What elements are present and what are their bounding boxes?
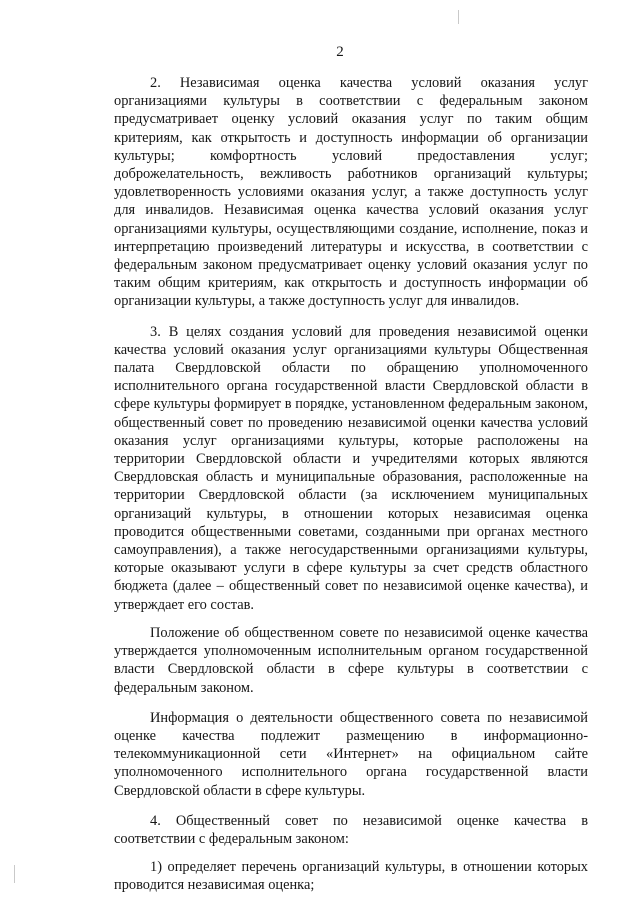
page-number: 2 [336, 44, 344, 60]
paragraph-council-regulation: Положение об общественном совете по независимой оценке качества утверждается уполномоченным исполнительным органом государственной власти Свердловской области в сфере культуры в соответствии с федеральным законом. [114, 624, 588, 696]
paragraph-item-2: 2. Независимая оценка качества условий оказания услуг организациями культуры в соответствии с федеральным законом предусматривает оценку условий оказания услуг по таким общим критериям, как открытость и доступность информации об организации культуры; комфортность условий предоставления услуг; доброжелательность, вежливость работников организаций культуры; удовлетворенность условиями оказания услуг, а также доступность услуг для инвалидов. Независимая оценка качества условий оказания услуг организациями культуры, осуществляющими создание, исполнение, показ и интерпретацию произведений литературы и искусства, в соответствии с федеральным законом предусматривает оценку условий оказания услуг по таким общим критериям, как открытость и доступность информации об организации культуры, а также доступность услуг для инвалидов. [114, 75, 588, 310]
scan-edge-mark [458, 10, 459, 24]
document-body [114, 74, 588, 895]
paragraph-subitem-1: 1) определяет перечень организаций культуры, в отношении которых проводится независимая оценка; [114, 859, 588, 894]
paragraph-item-3: 3. В целях создания условий для проведения независимой оценки качества условий оказания услуг организациями культуры Общественная палата Свердловской области по обращению уполномоченного исполнительного органа государственной власти Свердловской области в сфере культуры формирует в порядке, установленном федеральным законом, общественный совет по проведению независимой оценки качества условий оказания услуг организациями культуры, которые расположены на территории Свердловской области и учредителями которых являются Свердловская область и муниципальные образования, расположенные на территории Свердловской области (за исключением муниципальных организаций культуры, в отношении которых независимая оценка проводится общественными советами, созданными при органах местного самоуправления), а также негосударственными организациями культуры, которые оказывают услуги в сфере культуры за счет средств областного бюджета (далее – общественный совет по независимой оценке качества), и утверждает его состав. [114, 323, 588, 613]
paragraph-council-information: Информация о деятельности общественного совета по независимой оценке качества подлежит размещению в информационно-телекоммуникационной сети «Интернет» на официальном сайте уполномоченного исполнительного органа государственной власти Свердловской области в сфере культуры. [114, 709, 588, 799]
paragraph-item-4: 4. Общественный совет по независимой оценке качества в соответствии с федеральным законом: [114, 812, 588, 847]
scan-edge-mark [14, 865, 15, 883]
